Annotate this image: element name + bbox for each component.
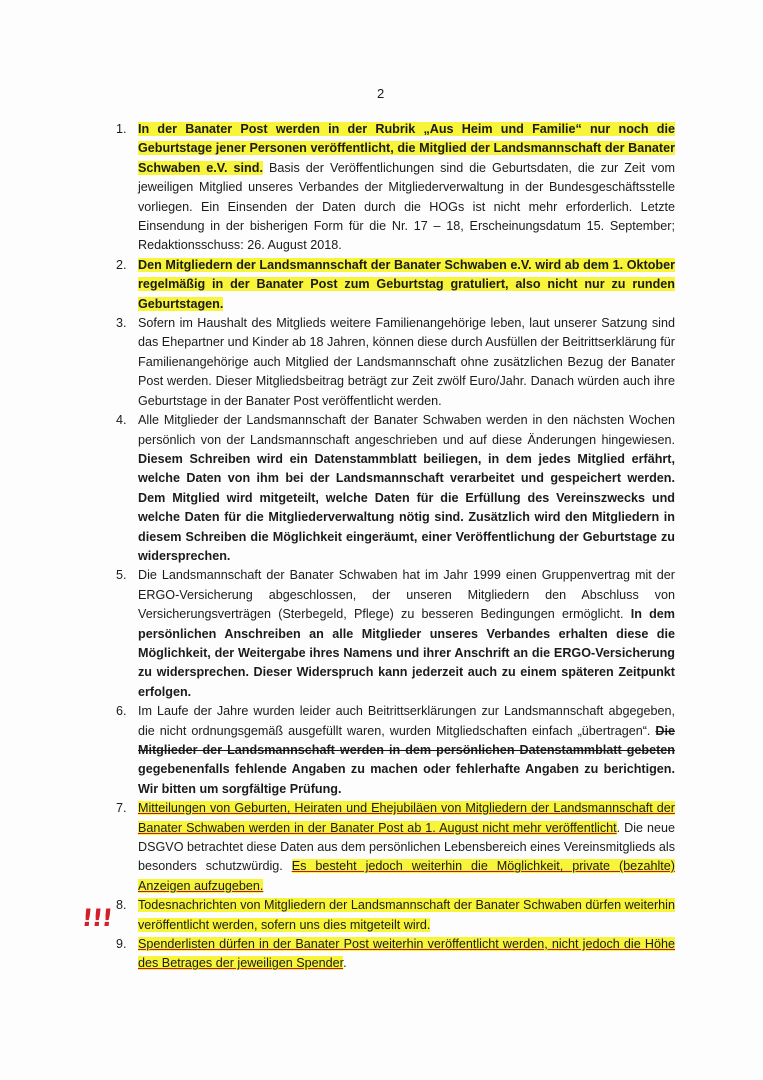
highlighted-text: Es besteht jedoch weiterhin die Möglichkeit, private (bezahlte) Anzeigen aufzugeben. [138, 859, 675, 893]
list-item-text: Basis der Veröffentlichungen sind die Geburtsdaten, die zur Zeit vom jeweiligen Mitglied unseres Verbandes der Mitgliederverwaltung in der Bundesgeschäftsstelle vorliegen. Ein Einsenden der Daten durch die HOGs ist nicht mehr erforderlich. Letzte Einsendung in der bisherigen Form für die Nr. 17 – 18, Erscheinungsdatum 15. September; Redaktionsschuss: 26. August 2018. [138, 160, 675, 253]
list-item-number: 2. [116, 257, 127, 272]
numbered-list [110, 120, 675, 974]
highlighted-text: Mitteilungen von Geburten, Heiraten und Ehejubiläen von Mitgliedern der Landsmannschaft der Banater Schwaben werden in der Banater Post ab 1. August nicht mehr veröffentlicht [138, 801, 675, 835]
list-item [110, 566, 675, 702]
list-item-number: 6. [116, 704, 127, 719]
list-item-number: 5. [116, 568, 127, 583]
list-item-number: 9. [116, 937, 127, 952]
list-item-text: . [343, 956, 347, 971]
list-item-text: Die Mitglieder der Landsmannschaft werden in dem persönlichen Datenstammblatt gebeten [138, 723, 675, 757]
list-item-text: Sofern im Haushalt des Mitglieds weitere Familienangehörige leben, laut unserer Satzung sind das Ehepartner und Kinder ab 18 Jahren, können diese durch Ausfüllen der Beitrittserklärung für Familienangehörige auch Mitglied der Landsmannschaft ohne zusätzlichen Bezug der Banater Post werden. Dieser Mitgliedsbeitrag beträgt zur Zeit zwölf Euro/Jahr. Danach würden auch ihre Geburtstage in der Banater Post veröffentlicht werden. [138, 316, 675, 408]
list-item [110, 120, 675, 256]
page-number: 2 [377, 86, 385, 101]
list-item-number: 1. [116, 122, 127, 136]
list-item [110, 896, 675, 935]
list-item-number: 7. [116, 801, 127, 816]
list-item-text: . Die neue DSGVO betrachtet diese Daten aus dem persönlichen Lebensbereich eines Vereinsmitglieds als besonders schutzwürdig. [138, 820, 675, 874]
list-item-text: Diesem Schreiben wird ein Datenstammblatt beiliegen, in dem jedes Mitglied erfährt, welche Daten von ihm bei der Landsmannschaft verarbeitet und gespeichert werden. Dem Mitglied wird mitgeteilt, welche Daten für die Erfüllung des Vereinszwecks und welche Daten für die Mitgliederverwaltung nötig sind. Zusätzlich wird den Mitgliedern in diesem Schreiben die Möglichkeit eingeräumt, einer Veröffentlichung der Geburtstage zu widersprechen. [138, 451, 675, 563]
list-item-text: Die Landsmannschaft der Banater Schwaben hat im Jahr 1999 einen Gruppenvertrag mit der ERGO-Versicherung abgeschlossen, der unseren Mitgliedern den Abschluss von Versicherungsverträgen (Sterbegeld, Pflege) zu besseren Bedingungen ermöglicht. [138, 568, 675, 622]
highlighted-text: Spenderlisten dürfen in der Banater Post weiterhin veröffentlicht werden, nicht jedoch die Höhe des Betrages der jeweiligen Spender [138, 937, 675, 971]
list-item-text: Alle Mitglieder der Landsmannschaft der Banater Schwaben werden in den nächsten Wochen persönlich von der Landsmannschaft angeschrieben und auf diese Änderungen hingewiesen. [138, 413, 675, 447]
list-item-number: 4. [116, 413, 127, 428]
highlighted-text: Den Mitgliedern der Landsmannschaft der Banater Schwaben e.V. wird ab dem 1. Oktober regelmäßig in der Banater Post zum Geburtstag gratuliert, also nicht nur zu runden Geburtstagen. [138, 257, 675, 311]
list-item [110, 411, 675, 566]
list-item [110, 314, 675, 411]
list-item [110, 256, 675, 314]
handwritten-exclamation-marks: !!! [80, 904, 114, 932]
list-item-text: Im Laufe der Jahre wurden leider auch Beitrittserklärungen zur Landsmannschaft abgegeben, die nicht ordnungsgemäß ausgefüllt waren, wurden Mitgliedschaften einfach „übertragen“. [138, 704, 675, 738]
list-item-number: 3. [116, 316, 127, 331]
highlighted-text: In der Banater Post werden in der Rubrik „Aus Heim und Familie“ nur noch die Geburtstage jener Personen veröffentlicht, die Mitglied der Landsmannschaft der Banater Schwaben e.V. sind. [138, 122, 675, 175]
list-item [110, 702, 675, 799]
list-item [110, 799, 675, 896]
list-item-text: gegebenenfalls fehlende Angaben zu machen oder fehlerhafte Angaben zu berichtigen. Wir bitten um sorgfältige Prüfung. [138, 762, 675, 796]
list-item-number: 8. [116, 898, 127, 913]
list-item [110, 935, 675, 974]
highlighted-text: Todesnachrichten von Mitgliedern der Landsmannschaft der Banater Schwaben dürfen weiterhin veröffentlicht werden, sofern uns dies mitgeteilt wird. [138, 898, 675, 932]
list-item-text: In dem persönlichen Anschreiben an alle Mitglieder unseres Verbandes erhalten diese die Möglichkeit, der Weitergabe ihres Namens und ihrer Anschrift an die ERGO-Versicherung zu widersprechen. Dieser Widerspruch kann jederzeit auch zu einem späteren Zeitpunkt erfolgen. [138, 607, 675, 699]
